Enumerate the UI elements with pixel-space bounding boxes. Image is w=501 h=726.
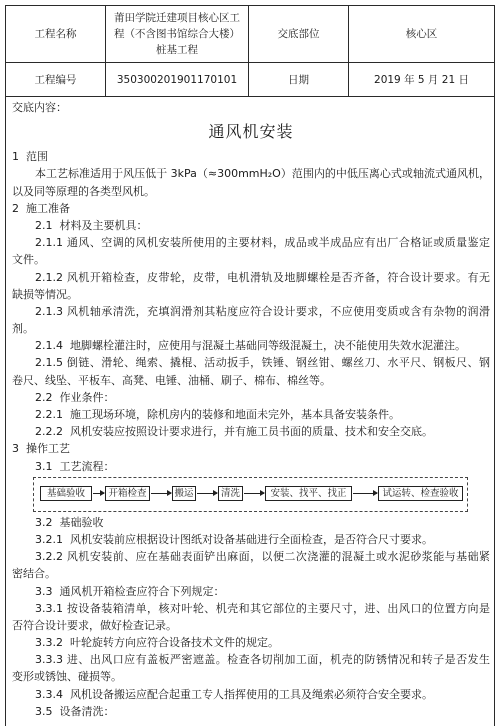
project-name-line: 桩基工程 <box>156 44 198 56</box>
paragraph <box>12 423 490 440</box>
text-line: 文件。 <box>12 253 45 267</box>
text-line: 2.2.2 风机安装应按照设计要求进行，并有施工员书面的质量、技术和安全交底。 <box>35 425 433 439</box>
paragraph <box>12 406 490 423</box>
project-name-value <box>106 6 249 63</box>
text-line: 2.1.3 风机轴承清洗，充填润滑剂其粘度应符合设计要求，不应使用变质或含有杂物的润滑 <box>35 304 490 318</box>
flow-step: 清洗 <box>218 486 243 501</box>
flow-step: 开箱检查 <box>105 486 150 501</box>
paragraph <box>12 583 490 600</box>
text-line: 3.3.2 叶轮旋转方向应符合设备技术文件的规定。 <box>35 636 279 650</box>
text-line: 3.5 设备清洗： <box>35 704 115 718</box>
paragraph <box>12 514 490 531</box>
paragraph <box>12 234 490 268</box>
paragraph <box>12 303 490 337</box>
project-name-line: 程（不含图书馆综合大楼） <box>114 28 240 40</box>
project-no-value: 350300201901170101 <box>106 63 249 97</box>
text-line: 以及同等原理的各类型风机。 <box>12 184 155 198</box>
section-heading <box>12 200 490 217</box>
arrow-right-icon <box>151 493 171 494</box>
text-line: 3.3.4 风机设备搬运应配合起重工专人指挥使用的工具及绳索必须符合安全要求。 <box>35 687 433 701</box>
paragraph <box>12 600 490 634</box>
text-line: 本工艺标准适用于风压低于 3kPa（≈300mmH₂O）范围内的中低压离心式或轴流式通风机， <box>35 167 490 181</box>
text-line: 3.3.3 进、出风口应有盖板严密遮盖。检查各切削加工面，机壳的防锈情况和转子是否发生 <box>35 653 490 667</box>
text-line: 3.2.1 风机安装前应根据设计图纸对设备基础进行全面检查，是否符合尺寸要求。 <box>35 532 433 546</box>
date-label: 日期 <box>249 63 349 97</box>
paragraph <box>12 354 490 388</box>
body-section-1 <box>12 148 490 475</box>
section-heading <box>12 440 490 457</box>
date-value: 2019 年 5 月 21 日 <box>349 63 494 97</box>
arrow-right-icon <box>93 493 104 494</box>
text-line: 2.2.1 施工现场环境，除机房内的装修和地面未完外，基本具备安装条件。 <box>35 408 400 421</box>
paragraph <box>12 703 490 720</box>
text-line: 2.1.2 风机开箱检查，皮带轮，皮带，电机滑轨及地脚螺栓是否齐备，符合设计要求。有无 <box>35 270 490 284</box>
paragraph <box>12 548 490 582</box>
paragraph <box>12 458 490 475</box>
text-line: 变形或锈蚀、碰损等。 <box>12 670 122 684</box>
text-line: 2.2 作业条件： <box>35 390 115 404</box>
text-line: 2.1.4 地脚螺栓灌注时，应使用与混凝土基础同等级混凝土，决不能使用失效水泥灌注。 <box>35 339 466 353</box>
paragraph <box>12 217 490 234</box>
flow-step: 试运转、检查验收 <box>378 486 463 501</box>
text-line: 缺损等情况。 <box>12 287 78 301</box>
arrow-right-icon <box>244 493 264 494</box>
text-line: 2.1 材料及主要机具： <box>35 218 148 232</box>
text-line: 3.2 基础验收 <box>35 515 104 529</box>
flow-step: 搬运 <box>172 486 196 501</box>
text-line: 密结合。 <box>12 567 56 581</box>
text-line: 3.3 通风机开箱检查应符合下列规定： <box>35 584 225 598</box>
document-title: 通风机安装 <box>208 122 294 142</box>
briefing-content <box>6 97 494 720</box>
flow-step: 基础验收 <box>40 486 92 501</box>
paragraph <box>12 389 490 406</box>
project-name-label: 工程名称 <box>6 6 106 63</box>
paragraph <box>12 531 490 548</box>
paragraph <box>12 651 490 685</box>
paragraph <box>12 269 490 303</box>
paragraph <box>12 686 490 703</box>
text-line: 3.2.2 风机安装前、应在基础表面铲出麻面，以便二次浇灌的混凝土或水泥砂浆能与基础紧 <box>35 550 490 564</box>
project-name-line: 莆田学院迁建项目核心区工 <box>114 12 240 24</box>
text-line: 卷尺、线坠、平板车、高凳、电锤、油桶、刷子、棉布、棉丝等。 <box>12 373 331 387</box>
paragraph <box>12 634 490 651</box>
paragraph <box>12 337 490 354</box>
project-no-label: 工程编号 <box>6 63 106 97</box>
text-line: 3.1 工艺流程： <box>35 459 115 473</box>
process-flow-chart <box>33 477 468 512</box>
body-section-2 <box>12 514 490 720</box>
paragraph <box>12 165 490 199</box>
process-flow-wrapper <box>12 475 490 514</box>
text-line: 2 施工准备 <box>12 201 70 215</box>
arrow-right-icon <box>197 493 217 494</box>
briefing-document <box>5 5 495 726</box>
location-label: 交底部位 <box>249 6 349 63</box>
text-line: 1 范围 <box>12 150 48 164</box>
text-line: 否符合设计要求，做好检查记录。 <box>12 618 177 632</box>
text-line: 2.1.1 通风、空调的风机安装所使用的主要材料，成品或半成品应有出厂合格证或质量鉴定 <box>35 236 490 250</box>
section-heading <box>12 148 490 165</box>
arrow-right-icon <box>353 493 377 494</box>
text-line: 3.3.1 按设备装箱清单，核对叶轮、机壳和其它部位的主要尺寸，进、出风口的位置方向是 <box>35 601 490 615</box>
text-line: 2.1.5 倒链、滑轮、绳索、撬棍、活动扳手，铁锤、钢丝钳、螺丝刀、水平尺、钢板尺、钢 <box>35 356 490 370</box>
location-value: 核心区 <box>349 6 494 63</box>
text-line: 剂。 <box>12 322 34 336</box>
flow-step: 安装、找平、找正 <box>265 486 352 501</box>
header-table <box>6 6 494 97</box>
content-label: 交底内容： <box>12 101 67 114</box>
text-line: 3 操作工艺 <box>12 442 70 456</box>
